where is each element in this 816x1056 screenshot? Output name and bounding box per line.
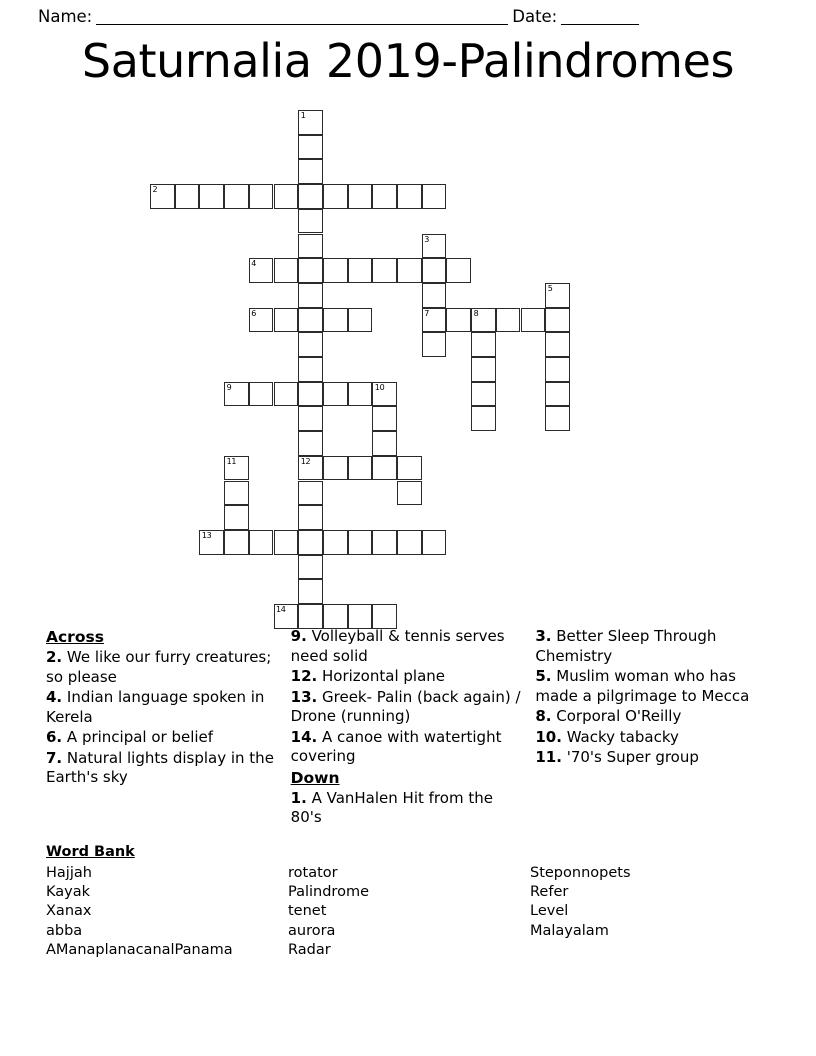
clue-text: A canoe with watertight covering xyxy=(290,727,502,765)
grid-cell[interactable] xyxy=(175,184,200,209)
grid-cell-number: 4 xyxy=(251,259,257,269)
clue-text: Wacky tabacky xyxy=(561,727,679,746)
grid-cell[interactable] xyxy=(348,308,373,333)
grid-cell[interactable] xyxy=(545,382,570,407)
word-bank-word: tenet xyxy=(288,903,327,920)
clue-text: Horizontal plane xyxy=(317,667,445,685)
clue-number: 12. xyxy=(290,667,318,685)
clue-text: '70's Super group xyxy=(561,748,699,766)
grid-cell[interactable] xyxy=(323,184,348,209)
word-bank-word: Malayalam xyxy=(530,922,609,939)
grid-cell[interactable] xyxy=(397,530,422,555)
grid-cell[interactable] xyxy=(348,530,373,555)
grid-cell[interactable] xyxy=(224,481,249,506)
clue-text: A VanHalen Hit from the 80's xyxy=(290,788,493,826)
grid-cell[interactable] xyxy=(249,258,274,283)
grid-cell[interactable] xyxy=(298,159,323,184)
clue-item xyxy=(535,667,772,706)
grid-cell[interactable] xyxy=(545,308,570,333)
grid-cell[interactable] xyxy=(422,332,447,357)
word-bank-word: Palindrome xyxy=(288,884,369,901)
grid-cell[interactable] xyxy=(545,357,570,382)
grid-cell[interactable] xyxy=(496,308,521,333)
grid-cell[interactable] xyxy=(298,258,323,283)
grid-cell[interactable] xyxy=(348,456,373,481)
grid-cell[interactable] xyxy=(249,382,274,407)
grid-cell[interactable] xyxy=(372,431,397,456)
grid-cell[interactable] xyxy=(224,530,249,555)
grid-cell[interactable] xyxy=(323,604,348,629)
clue-text: We like our furry creatures; so please xyxy=(46,648,272,686)
word-bank-word: Steponnopets xyxy=(530,865,631,881)
clue-item xyxy=(535,707,772,727)
grid-cell[interactable] xyxy=(298,481,323,506)
clue-number: 11. xyxy=(535,748,562,766)
clue-column xyxy=(46,627,283,842)
grid-cell[interactable] xyxy=(298,110,323,135)
grid-cell-number: 2 xyxy=(152,185,158,195)
grid-cell[interactable] xyxy=(150,184,175,209)
grid-cell[interactable] xyxy=(372,382,397,407)
grid-cell[interactable] xyxy=(397,184,422,209)
name-label: Name: xyxy=(38,7,93,26)
clue-item xyxy=(535,748,772,768)
word-bank-column xyxy=(46,864,288,960)
word-bank-word: AManaplanacanalPanama xyxy=(46,941,233,958)
clue-number: 9. xyxy=(290,627,307,645)
word-bank-word: Refer xyxy=(530,884,569,901)
clue-number: 13. xyxy=(290,687,318,706)
clue-number: 3. xyxy=(535,627,552,645)
grid-cell[interactable] xyxy=(397,456,422,481)
grid-cell[interactable] xyxy=(298,234,323,259)
grid-cell[interactable] xyxy=(274,184,299,209)
grid-cell[interactable] xyxy=(298,505,323,530)
grid-cell[interactable] xyxy=(521,308,546,333)
grid-cell[interactable] xyxy=(298,555,323,580)
grid-cell[interactable] xyxy=(348,604,373,629)
grid-cell[interactable] xyxy=(298,431,323,456)
clue-heading-across: Across xyxy=(46,628,104,646)
grid-cell[interactable] xyxy=(422,234,447,259)
clue-text: Muslim woman who has made a pilgrimage to Mecca xyxy=(535,667,750,705)
grid-cell[interactable] xyxy=(199,530,224,555)
grid-cell-number: 12 xyxy=(300,456,311,466)
grid-cell[interactable] xyxy=(372,406,397,431)
grid-cell[interactable] xyxy=(298,283,323,308)
grid-cell[interactable] xyxy=(298,332,323,357)
clue-item xyxy=(291,688,528,727)
word-bank-columns xyxy=(46,864,776,960)
grid-cell-number: 13 xyxy=(201,530,212,540)
grid-cell[interactable] xyxy=(348,382,373,407)
grid-cell[interactable] xyxy=(348,184,373,209)
grid-cell[interactable] xyxy=(545,332,570,357)
word-bank-column xyxy=(530,864,772,960)
grid-cell[interactable] xyxy=(199,184,224,209)
word-bank-column xyxy=(288,864,530,960)
grid-cell[interactable] xyxy=(372,604,397,629)
grid-cell[interactable] xyxy=(422,283,447,308)
clue-text: Volleyball & tennis serves need solid xyxy=(290,627,505,665)
clue-text: Corporal O'Reilly xyxy=(551,707,682,725)
grid-cell[interactable] xyxy=(397,481,422,506)
grid-cell-number: 1 xyxy=(300,111,306,120)
grid-cell[interactable] xyxy=(298,382,323,407)
clue-column xyxy=(291,627,528,842)
page-title: Saturnalia 2019-Palindromes xyxy=(81,34,735,88)
word-bank-heading: Word Bank xyxy=(46,844,135,860)
clue-text: Indian language spoken in Kerela xyxy=(46,688,265,726)
clue-item xyxy=(535,627,772,666)
grid-cell[interactable] xyxy=(298,308,323,333)
grid-cell[interactable] xyxy=(298,406,323,431)
clue-item xyxy=(46,728,283,748)
date-label: Date: xyxy=(512,7,558,26)
clue-item xyxy=(291,728,528,767)
clue-item xyxy=(291,789,528,828)
grid-cell[interactable] xyxy=(471,308,496,333)
grid-cell[interactable] xyxy=(274,308,299,333)
grid-cell[interactable] xyxy=(274,258,299,283)
clue-number: 8. xyxy=(535,707,552,725)
grid-cell-number: 11 xyxy=(226,456,237,466)
grid-cell-number: 10 xyxy=(374,382,385,392)
grid-cell[interactable] xyxy=(249,530,274,555)
clue-number: 5. xyxy=(535,667,552,685)
grid-cell[interactable] xyxy=(224,382,249,407)
grid-cell[interactable] xyxy=(298,456,323,481)
grid-cell-number: 14 xyxy=(276,605,286,614)
grid-cell[interactable] xyxy=(372,530,397,555)
grid-cell[interactable] xyxy=(471,382,496,407)
word-bank-word: Kayak xyxy=(46,884,91,901)
clue-item xyxy=(46,648,283,687)
grid-cell[interactable] xyxy=(249,184,274,209)
grid-cell-number: 9 xyxy=(226,382,232,392)
grid-cell[interactable] xyxy=(446,308,471,333)
grid-cell[interactable] xyxy=(224,456,249,481)
clue-item xyxy=(46,688,283,727)
word-bank-section xyxy=(46,843,776,960)
clue-number: 10. xyxy=(535,727,562,746)
grid-cell[interactable] xyxy=(298,604,323,629)
grid-cell[interactable] xyxy=(274,382,299,407)
grid-cell[interactable] xyxy=(298,184,323,209)
grid-cell[interactable] xyxy=(372,184,397,209)
grid-cell[interactable] xyxy=(372,258,397,283)
clues-section xyxy=(0,627,816,842)
grid-cell[interactable] xyxy=(545,283,570,308)
word-bank-word: Xanax xyxy=(46,903,92,920)
grid-cell[interactable] xyxy=(397,258,422,283)
grid-cell-number: 6 xyxy=(251,308,257,318)
grid-cell[interactable] xyxy=(446,258,471,283)
grid-cell[interactable] xyxy=(422,530,447,555)
grid-cell[interactable] xyxy=(323,308,348,333)
grid-cell[interactable] xyxy=(545,406,570,431)
clue-text: Greek- Palin (back again) / Drone (running) xyxy=(290,687,521,725)
grid-cell-number: 3 xyxy=(424,234,429,244)
clue-number: 7. xyxy=(46,748,63,767)
clue-text: A principal or belief xyxy=(62,728,214,746)
grid-cell[interactable] xyxy=(323,258,348,283)
grid-cell[interactable] xyxy=(471,332,496,357)
grid-cell[interactable] xyxy=(298,135,323,160)
word-bank-word: Hajjah xyxy=(46,865,92,881)
grid-cell-number: 7 xyxy=(424,308,429,318)
word-bank-word: Radar xyxy=(288,941,331,958)
grid-cell[interactable] xyxy=(323,382,348,407)
grid-cell-number: 8 xyxy=(473,308,479,318)
grid-cell[interactable] xyxy=(224,184,249,209)
clue-number: 4. xyxy=(46,688,63,706)
clue-number: 14. xyxy=(290,727,318,746)
clue-item xyxy=(291,667,528,687)
word-bank-word: rotator xyxy=(288,865,338,881)
clue-column xyxy=(535,627,772,842)
clue-item xyxy=(291,627,528,666)
grid-cell[interactable] xyxy=(224,505,249,530)
grid-cell[interactable] xyxy=(274,530,299,555)
grid-cell-number: 5 xyxy=(547,283,553,293)
grid-cell[interactable] xyxy=(298,357,323,382)
word-bank-word: abba xyxy=(46,922,83,939)
clue-item xyxy=(46,749,283,788)
grid-cell[interactable] xyxy=(471,406,496,431)
grid-cell[interactable] xyxy=(298,530,323,555)
clue-heading-down: Down xyxy=(290,768,340,787)
grid-cell[interactable] xyxy=(323,456,348,481)
grid-cell[interactable] xyxy=(422,184,447,209)
grid-cell[interactable] xyxy=(298,209,323,234)
clue-text: Better Sleep Through Chemistry xyxy=(535,627,717,665)
grid-cell[interactable] xyxy=(422,308,447,333)
grid-cell[interactable] xyxy=(323,530,348,555)
clue-item xyxy=(535,728,772,748)
clue-number: 2. xyxy=(46,648,63,666)
clue-text: Natural lights display in the Earth's sky xyxy=(46,748,274,786)
grid-cell[interactable] xyxy=(274,604,299,629)
word-bank-word: Level xyxy=(530,903,569,920)
clue-number: 1. xyxy=(290,788,307,807)
grid-cell[interactable] xyxy=(372,456,397,481)
clue-number: 6. xyxy=(46,728,63,746)
grid-cell[interactable] xyxy=(348,258,373,283)
grid-cell[interactable] xyxy=(249,308,274,333)
grid-cell[interactable] xyxy=(298,579,323,604)
word-bank-word: aurora xyxy=(288,922,336,939)
grid-cell[interactable] xyxy=(422,258,447,283)
grid-cell[interactable] xyxy=(471,357,496,382)
